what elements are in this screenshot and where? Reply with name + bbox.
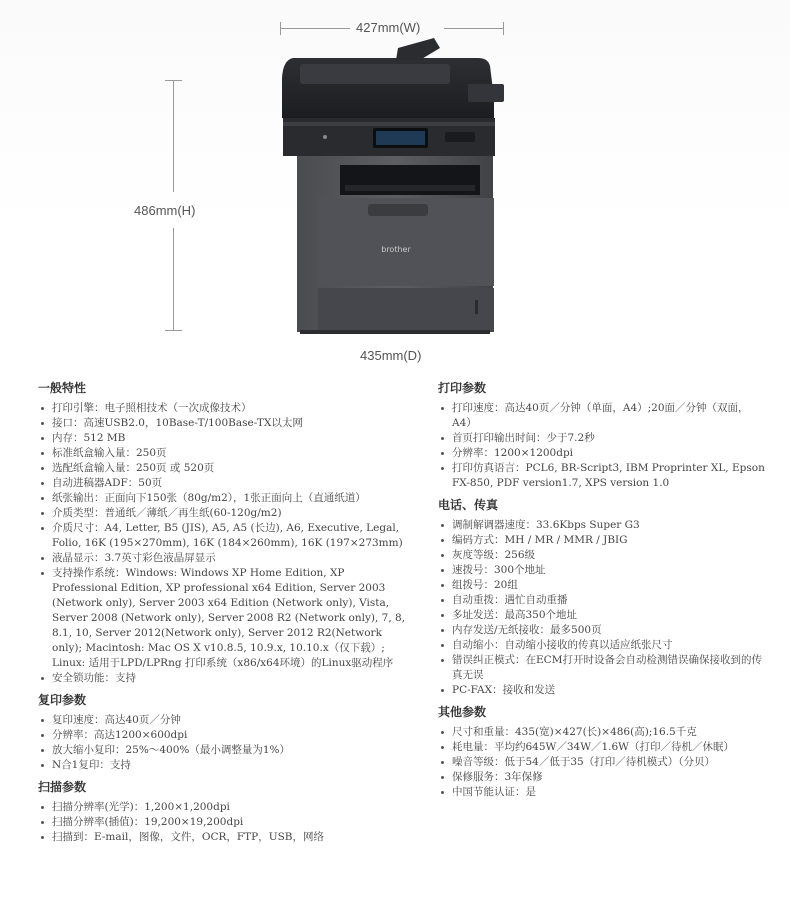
list-item: 组拨号：20组	[438, 578, 768, 593]
spec-column-left	[38, 378, 408, 851]
list-item: 内存发送/无纸接收：最多500页	[438, 623, 768, 638]
list-item: 介质尺寸：A4, Letter, B5 (JIS), A5, A5 (长边), A6, Executive, Legal, Folio, 16K (195×270mm), 16K (184×260mm), 16K (197×273mm)	[38, 521, 408, 551]
list-item: 自动重拨：遇忙自动重播	[438, 593, 768, 608]
general-section	[38, 380, 408, 686]
fax-spec-list	[438, 518, 768, 698]
list-item: 介质类型：普通纸／薄纸／再生纸(60-120g/m2)	[38, 506, 408, 521]
list-item: 编码方式：MH / MR / MMR / JBIG	[438, 533, 768, 548]
list-item: 多址发送：最高350个地址	[438, 608, 768, 623]
list-item: 复印速度：高达40页／分钟	[38, 713, 408, 728]
list-item: 打印速度：高达40页／分钟（单面，A4）;20面／分钟（双面，A4）	[438, 401, 768, 431]
other-section-title: 其他参数	[438, 705, 487, 719]
list-item: 尺寸和重量：435(宽)×427(长)×486(高);16.5千克	[438, 725, 768, 740]
list-item: 噪音等级：低于54／低于35（打印／待机模式）（分贝）	[438, 755, 768, 770]
list-item: 灰度等级：256级	[438, 548, 768, 563]
other-section	[438, 704, 768, 800]
fax-section	[438, 497, 768, 698]
list-item: 标准纸盒输入量：250页	[38, 446, 408, 461]
list-item: 打印仿真语言：PCL6, BR-Script3, IBM Proprinter XL, Epson FX-850, PDF version1.7, XPS version 1.0	[438, 461, 768, 491]
list-item: 支持操作系统：Windows: Windows XP Home Edition, XP Professional Edition, XP professional x64 Edition, Server 2003 (Network only), Server 2003 x64 Edition (Network only), Vista, Server 2008 (Network only), Server 2008 R2 (Network only), 7, 8, 8.1, 10, Server 2012(Network only), Server 2012 R2(Network only); Macintosh: Mac OS X v10.8.5, 10.9.x, 10.10.x（仅下载）; Linux: 适用于LPD/LPRng 打印系统（x86/x64环境）的Linux驱动程序	[38, 566, 408, 671]
list-item: 保修服务：3年保修	[438, 770, 768, 785]
list-item: 放大缩小复印：25%～400%（最小调整量为1%）	[38, 743, 408, 758]
list-item: 速拨号：300个地址	[438, 563, 768, 578]
copy-section-title: 复印参数	[38, 693, 87, 707]
width-dimension-label: 427mm(W)	[356, 20, 421, 35]
brand-logo: brother	[381, 245, 411, 254]
copy-section	[38, 692, 408, 773]
list-item: 中国节能认证：是	[438, 785, 768, 800]
scan-section-title: 扫描参数	[38, 780, 87, 794]
list-item: 安全锁功能：支持	[38, 671, 408, 686]
depth-dimension-label: 435mm(D)	[360, 348, 422, 363]
copy-spec-list	[38, 713, 408, 773]
list-item: N合1复印：支持	[38, 758, 408, 773]
list-item: 分辨率：1200×1200dpi	[438, 446, 768, 461]
scan-section	[38, 779, 408, 845]
print-section-title: 打印参数	[438, 381, 487, 395]
general-section-title: 一般特性	[38, 381, 87, 395]
scan-spec-list	[38, 800, 408, 845]
print-spec-list	[438, 401, 768, 491]
other-spec-list	[438, 725, 768, 800]
list-item: 扫描分辨率(光学)：1,200×1,200dpi	[38, 800, 408, 815]
list-item: 分辨率：高达1200×600dpi	[38, 728, 408, 743]
list-item: 扫描到：E-mail，图像，文件，OCR，FTP，USB，网络	[38, 830, 408, 845]
list-item: 接口：高速USB2.0，10Base-T/100Base-TX以太网	[38, 416, 408, 431]
list-item: 耗电量：平均约645W／34W／1.6W（打印／待机／休眠）	[438, 740, 768, 755]
list-item: 纸张输出：正面向下150张（80g/m2），1张正面向上（直通纸道）	[38, 491, 408, 506]
list-item: 液晶显示：3.7英寸彩色液晶屏显示	[38, 551, 408, 566]
fax-section-title: 电话、传真	[438, 498, 499, 512]
list-item: 首页打印输出时间：少于7.2秒	[438, 431, 768, 446]
list-item: 打印引擎：电子照相技术（一次成像技术）	[38, 401, 408, 416]
print-section	[438, 380, 768, 491]
list-item: 调制解调器速度：33.6Kbps Super G3	[438, 518, 768, 533]
printer-image	[0, 0, 790, 375]
list-item: PC-FAX：接收和发送	[438, 683, 768, 698]
list-item: 自动缩小：自动缩小接收的传真以适应纸张尺寸	[438, 638, 768, 653]
list-item: 选配纸盒输入量：250页 或 520页	[38, 461, 408, 476]
list-item: 错误纠正模式：在ECM打开时设备会自动检测错误确保接收到的传真无误	[438, 653, 768, 683]
general-spec-list	[38, 401, 408, 686]
list-item: 内存：512 MB	[38, 431, 408, 446]
list-item: 扫描分辨率(插值)：19,200×19,200dpi	[38, 815, 408, 830]
list-item: 自动进稿器ADF：50页	[38, 476, 408, 491]
spec-column-right	[438, 378, 768, 806]
height-dimension-label: 486mm(H)	[134, 203, 196, 218]
